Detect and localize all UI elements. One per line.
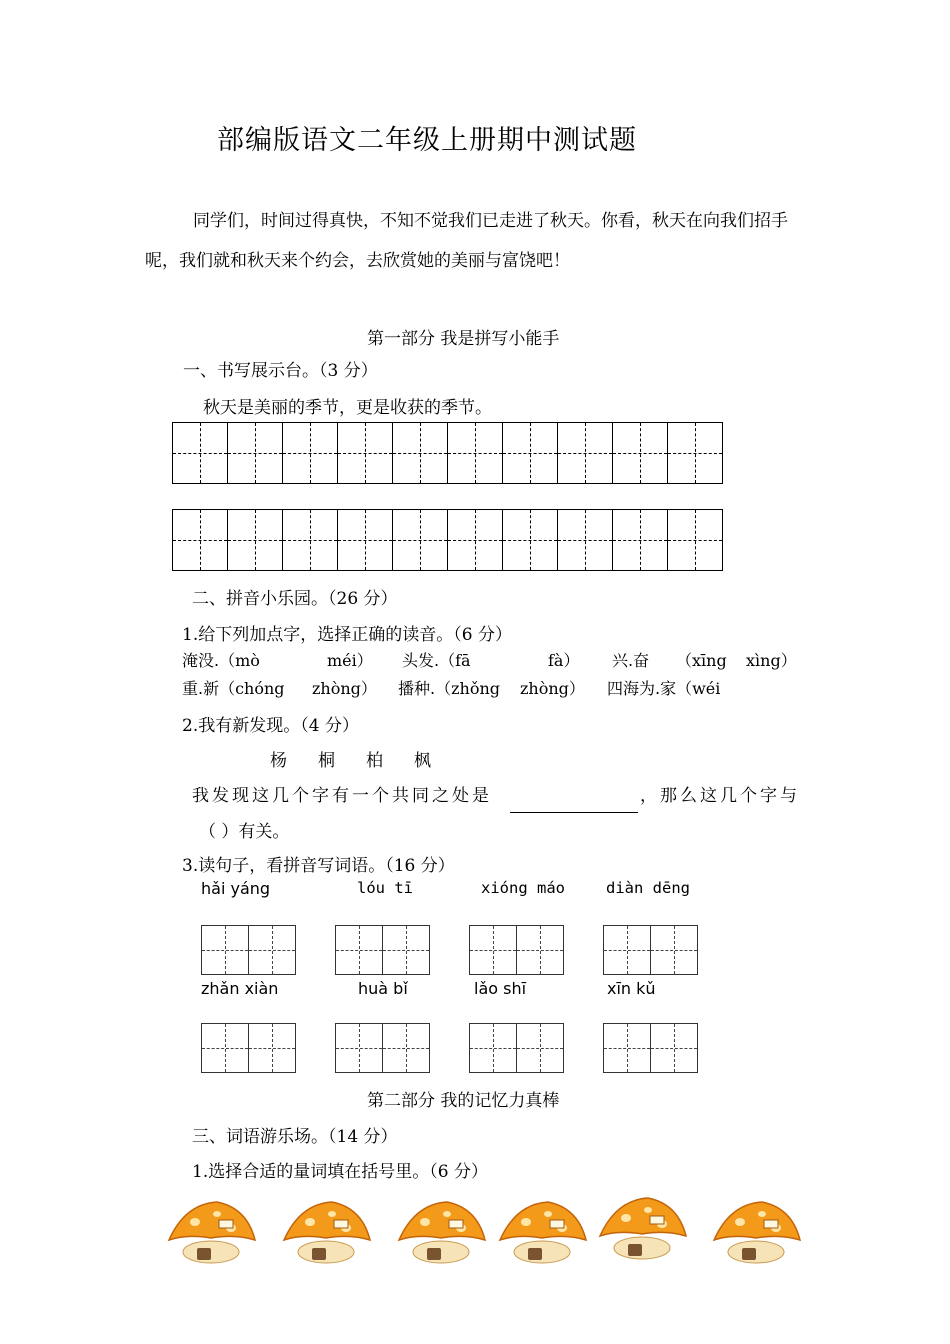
- writing-cell[interactable]: [227, 509, 283, 571]
- q3-sub1-label: 1.选择合适的量词填在括号里。（6 分）: [192, 1162, 488, 1182]
- writing-grid-row-1: [172, 422, 722, 484]
- reading-item: zhòng）: [520, 679, 585, 698]
- reading-item: zhòng）: [312, 679, 377, 698]
- writing-cell[interactable]: [502, 509, 558, 571]
- char-item: 桐: [318, 751, 335, 771]
- writing-grid-row-2: [172, 509, 722, 571]
- writing-cell[interactable]: [612, 509, 668, 571]
- writing-cell[interactable]: [557, 422, 613, 484]
- writing-box[interactable]: [201, 1023, 249, 1073]
- answer-blank[interactable]: [510, 812, 638, 813]
- writing-cell[interactable]: [392, 422, 448, 484]
- writing-box[interactable]: [516, 1023, 564, 1073]
- writing-box[interactable]: [201, 925, 249, 975]
- intro-paragraph: 同学们，时间过得真快，不知不觉我们已走进了秋天。你看，秋天在向我们招手呢，我们就和秋天来个约会，去欣赏她的美丽与富饶吧！: [145, 211, 788, 271]
- writing-cell[interactable]: [337, 422, 393, 484]
- writing-cell[interactable]: [502, 422, 558, 484]
- writing-cell[interactable]: [557, 509, 613, 571]
- mushroom-house-icon: [280, 1198, 372, 1264]
- writing-cell[interactable]: [227, 422, 283, 484]
- writing-box[interactable]: [382, 1023, 430, 1073]
- reading-item: 头发.（fā: [402, 651, 471, 670]
- mushroom-house-icon: [596, 1194, 688, 1260]
- pinyin-label: zhǎn xiàn: [201, 979, 279, 998]
- q3-label: 三、词语游乐场。（14 分）: [192, 1127, 398, 1147]
- part2-heading: 第二部分 我的记忆力真棒: [367, 1091, 560, 1111]
- word-box-pair: [603, 1023, 697, 1073]
- writing-cell[interactable]: [337, 509, 393, 571]
- page-title: 部编版语文二年级上册期中测试题: [217, 125, 637, 156]
- reading-item: 重.新（chóng: [182, 679, 285, 698]
- reading-item: méi）: [327, 651, 373, 670]
- mushroom-house-icon: [496, 1198, 588, 1264]
- word-box-pair: [469, 1023, 563, 1073]
- writing-box[interactable]: [335, 1023, 383, 1073]
- q2-label: 二、拼音小乐园。（26 分）: [192, 589, 398, 609]
- discovery-sentence-start: 我发现这几个字有一个共同之处是: [192, 786, 492, 806]
- reading-item: （xīng: [676, 651, 727, 670]
- pinyin-label: diàn dēng: [606, 879, 690, 897]
- pinyin-label: xióng máo: [481, 879, 565, 897]
- q2-sub2-label: 2.我有新发现。（4 分）: [182, 716, 359, 736]
- word-box-pair: [335, 1023, 429, 1073]
- q2-sub1-label: 1.给下列加点字，选择正确的读音。（6 分）: [182, 625, 512, 645]
- writing-cell[interactable]: [172, 509, 228, 571]
- discovery-sentence-tail: （ ）有关。: [199, 822, 290, 842]
- q1-sentence: 秋天是美丽的季节，更是收获的季节。: [203, 398, 492, 418]
- mushroom-house-icon: [710, 1198, 802, 1264]
- mushroom-house-icon: [395, 1198, 487, 1264]
- writing-box[interactable]: [650, 1023, 698, 1073]
- word-box-pair: [469, 925, 563, 975]
- mushroom-house-icon: [165, 1198, 257, 1264]
- pinyin-label: lóu tī: [357, 879, 413, 897]
- writing-cell[interactable]: [667, 509, 723, 571]
- writing-box[interactable]: [469, 925, 517, 975]
- writing-cell[interactable]: [392, 509, 448, 571]
- writing-box[interactable]: [335, 925, 383, 975]
- writing-cell[interactable]: [612, 422, 668, 484]
- writing-box[interactable]: [603, 925, 651, 975]
- writing-cell[interactable]: [282, 422, 338, 484]
- writing-box[interactable]: [650, 925, 698, 975]
- reading-item: 播种.（zhǒng: [398, 679, 501, 698]
- writing-box[interactable]: [516, 925, 564, 975]
- reading-item: 淹没.（mò: [182, 651, 260, 670]
- writing-box[interactable]: [603, 1023, 651, 1073]
- q1-label: 一、书写展示台。（3 分）: [183, 361, 378, 381]
- writing-cell[interactable]: [172, 422, 228, 484]
- writing-box[interactable]: [382, 925, 430, 975]
- writing-box[interactable]: [469, 1023, 517, 1073]
- word-box-pair: [201, 925, 295, 975]
- q2-sub3-label: 3.读句子，看拼音写词语。（16 分）: [182, 856, 455, 876]
- writing-cell[interactable]: [282, 509, 338, 571]
- word-box-pair: [335, 925, 429, 975]
- writing-cell[interactable]: [447, 509, 503, 571]
- word-box-pair: [201, 1023, 295, 1073]
- pinyin-label: huà bǐ: [358, 979, 408, 998]
- writing-cell[interactable]: [447, 422, 503, 484]
- word-box-pair: [603, 925, 697, 975]
- pinyin-label: lǎo shī: [474, 979, 527, 998]
- reading-item: 兴.奋: [612, 651, 650, 670]
- reading-item: 四海为.家（wéi: [607, 679, 721, 698]
- discovery-sentence-end: ，那么这几个字与: [640, 786, 800, 806]
- reading-item: fà）: [548, 651, 580, 670]
- writing-box[interactable]: [248, 1023, 296, 1073]
- writing-cell[interactable]: [667, 422, 723, 484]
- part1-heading: 第一部分 我是拼写小能手: [367, 329, 560, 349]
- reading-item: xìng）: [746, 651, 797, 670]
- char-item: 杨: [270, 751, 287, 771]
- writing-box[interactable]: [248, 925, 296, 975]
- pinyin-label: xīn kǔ: [607, 979, 656, 998]
- char-item: 枫: [414, 751, 431, 771]
- char-item: 柏: [366, 751, 383, 771]
- pinyin-label: hǎi yáng: [201, 879, 271, 898]
